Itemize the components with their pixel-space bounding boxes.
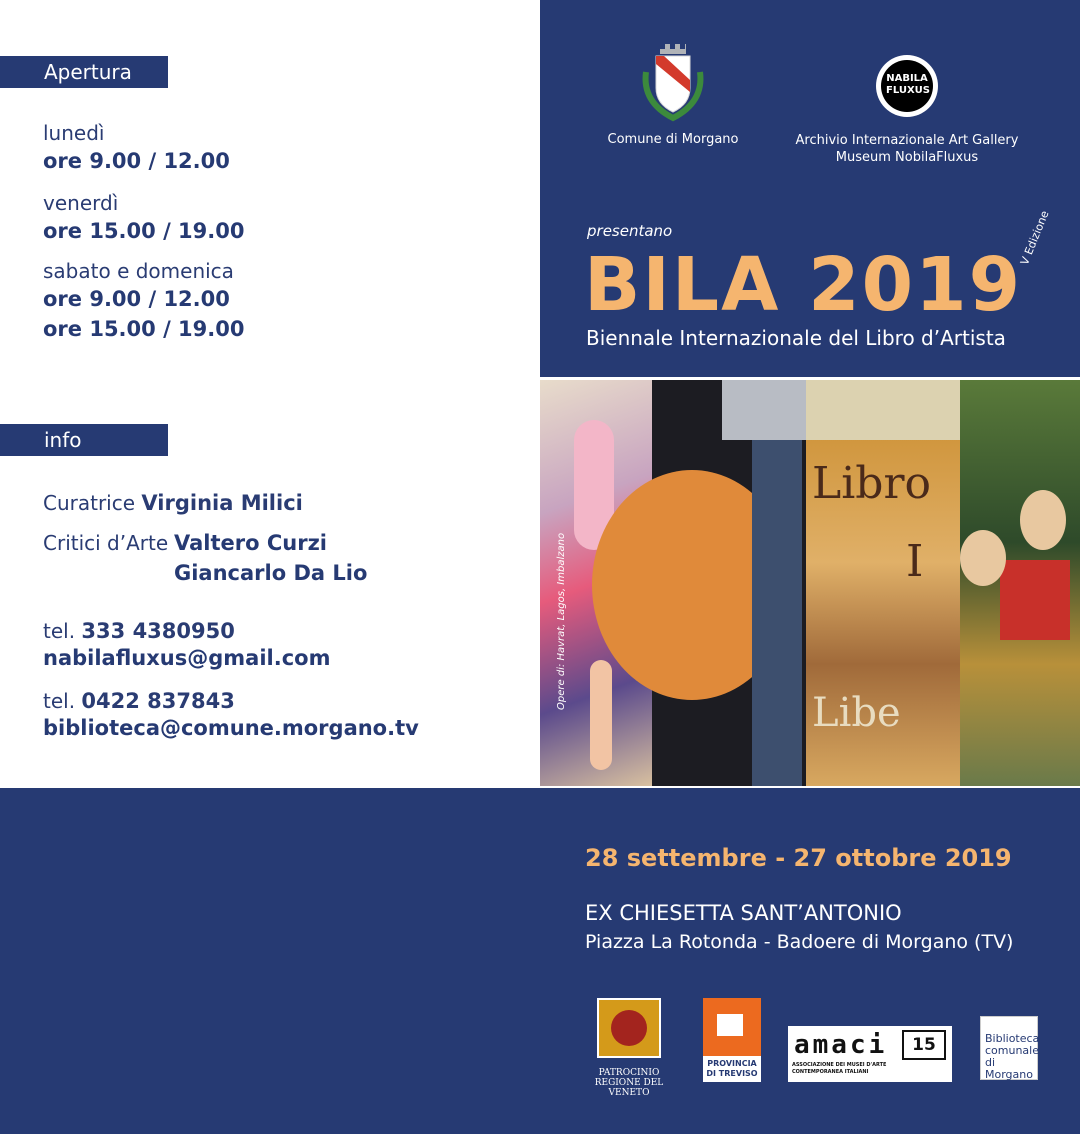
critic-2: Giancarlo Da Lio	[174, 561, 368, 585]
event-venue: EX CHIESETTA SANT’ANTONIO	[585, 901, 902, 925]
hours-weekend-morning: ore 9.00 / 12.00	[43, 287, 230, 311]
artwork-panel-2	[652, 380, 806, 786]
artwork-text-3: Libe	[812, 690, 901, 736]
email-2[interactable]: biblioteca@comune.morgano.tv	[43, 716, 419, 740]
artwork-credit: Opere di: Havrat, Lagos, Imbalzano	[556, 532, 567, 710]
event-dates: 28 settembre - 27 ottobre 2019	[585, 844, 1012, 872]
phone-2[interactable]: 0422 837843	[81, 689, 235, 713]
hours-friday: ore 15.00 / 19.00	[43, 219, 245, 243]
day-monday: lunedì	[43, 121, 105, 145]
org-morgano: Comune di Morgano	[607, 132, 739, 147]
critics-label: Critici d’Arte	[43, 531, 169, 555]
info-tag: info	[0, 424, 168, 456]
event-subtitle: Biennale Internazionale del Libro d’Artista	[586, 326, 1006, 350]
email-1[interactable]: nabilafluxus@gmail.com	[43, 646, 331, 670]
hours-monday: ore 9.00 / 12.00	[43, 149, 230, 173]
biblioteca-caption: Biblioteca comunale di Morgano	[985, 1032, 1040, 1081]
day-weekend: sabato e domenica	[43, 259, 234, 283]
tel-label: tel.	[43, 619, 76, 643]
info-panel	[0, 0, 540, 788]
event-title: BILA 2019	[584, 242, 1023, 328]
veneto-lion-icon	[597, 998, 661, 1058]
amaci-caption: ASSOCIAZIONE DEI MUSEI D'ARTE CONTEMPORANEA ITALIANI	[792, 1062, 887, 1075]
artwork-panel-4	[960, 380, 1080, 786]
event-footer	[0, 788, 1080, 1134]
treviso-logo-icon	[703, 998, 761, 1082]
veneto-caption: PATROCINIO REGIONE DEL VENETO	[594, 1068, 664, 1098]
org-nabilafluxus: Archivio Internazionale Art Gallery Museum NobilaFluxus	[795, 133, 1019, 165]
hours-weekend-afternoon: ore 15.00 / 19.00	[43, 317, 245, 341]
artwork-collage	[540, 380, 1080, 786]
day-friday: venerdì	[43, 191, 119, 215]
title-panel	[540, 0, 1080, 377]
artwork-text-1: Libro	[812, 458, 931, 509]
treviso-caption: PROVINCIA DI TREVISO	[706, 1059, 758, 1078]
presents-label: presentano	[587, 222, 673, 240]
critic-1: Valtero Curzi	[174, 531, 327, 555]
tel-label: tel.	[43, 689, 76, 713]
event-address: Piazza La Rotonda - Badoere di Morgano (TV)	[585, 931, 1014, 953]
phone-1[interactable]: 333 4380950	[81, 619, 235, 643]
morgano-crest-icon	[638, 42, 708, 122]
opening-tag: Apertura	[0, 56, 168, 88]
biblioteca-logo-icon	[980, 1016, 1038, 1080]
artwork-text-2: I	[906, 536, 924, 587]
curator-name: Virginia Milici	[141, 491, 303, 515]
curator-label: Curatrice	[43, 491, 136, 515]
phone-line-2	[43, 689, 235, 713]
phone-line-1	[43, 619, 235, 643]
amaci-logo-icon: amaci 15 ASSOCIAZIONE DEI MUSEI D'ARTE CONTEMPORANEA ITALIANI	[788, 1026, 952, 1082]
edition-label: V Edizione	[1018, 208, 1052, 267]
curator-line	[43, 491, 303, 515]
artwork-panel-3	[806, 380, 960, 786]
nabilafluxus-logo-icon: NABILA FLUXUS	[876, 55, 938, 117]
